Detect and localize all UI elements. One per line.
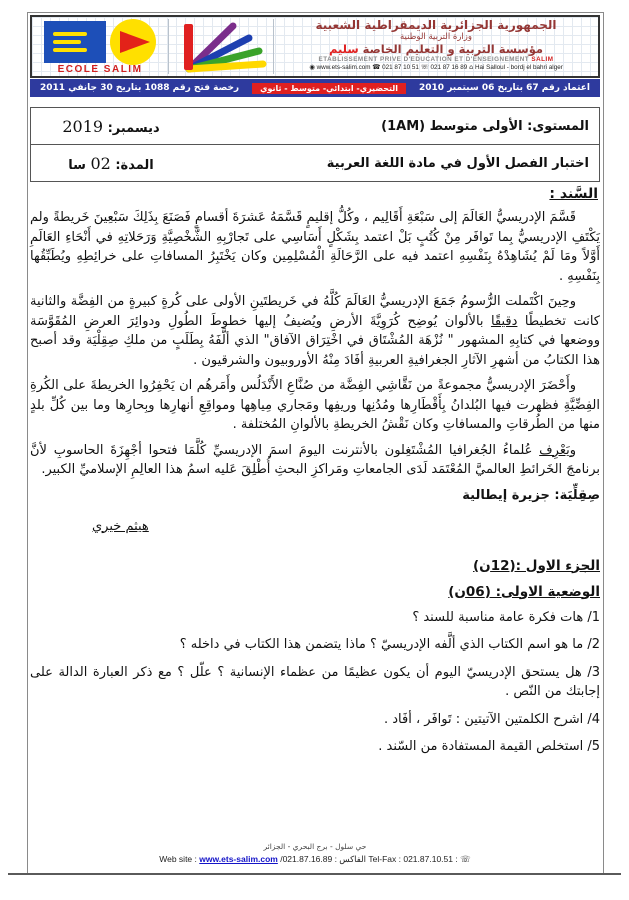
p4-after: عُلماءُ الجُغرافيا المُشْتَغِلون بالأنترنت اليومَ اسمَ الإدريسيِّ كُلَّمَا فتحوا أجْهِزَةَ الحاسوبِ لأنَّ برنامجَ الخَرائطِ العالميَّ المُعْتَمَد لَدَى الجامعاتِ ومَراكزِ البحثِ أُطْلِقَ عَليه اسمُ هذا العالِمِ الإسلاميِّ الكبير.	[30, 442, 600, 477]
logo-bar-icon	[53, 40, 81, 44]
accreditation-banner	[30, 79, 600, 97]
vocabulary-footnote: صِقِلِّيَة: جزيرة إيطالية	[462, 487, 600, 503]
pencils-graphic	[169, 17, 273, 76]
school-logo	[32, 17, 168, 76]
footer-address: حي سلول - برج البحري - الجزائر	[263, 842, 367, 851]
accreditation-right: اعتماد رقم 67 بتاريخ 06 سبتمبر 2010	[419, 83, 590, 93]
author-name	[30, 519, 600, 534]
support-paragraph-4	[30, 441, 600, 480]
ministry-line: وزارة التربية الوطنية	[399, 31, 473, 42]
header-address: Hai Salloul - bordj el bahri alger	[474, 64, 563, 72]
exam-title-cell: اختبار الفصل الأول في مادة اللغة العربية	[326, 155, 589, 171]
footer-fax-text: /021.87.16.89 : الفاكس	[280, 854, 367, 864]
author-name-text: هيثم خيري	[92, 518, 149, 534]
support-paragraph-3: وأَحْضَرَ الإدريسيُّ مجموعةً من نَقَّاشِي الفِضَّة من صُنَّاعِ الأَنْدَلُس وأَمَرهُم ان يَحْفِرُوا الخريطةَ على الكُرةِ الفِضِّيَّةِ فظهرت فيها البُلدانُ بِأَقْطَارِها ومُدُنِها وريفِها ومَجاري مِياهِها ومواقِعِ أنهارِها وبِحارِها وما بين كُلِّ بلدٍ منها من الطُرقاتِ والمسافاتِ وكان نَقْشُ الخريطةِ بالألوانِ المُختلفة .	[30, 378, 600, 432]
header-website: www.ets-salim.com	[316, 64, 371, 72]
question-1: 1/ هات فكرة عامة مناسبة للسند ؟	[412, 609, 600, 625]
support-text-heading: السَّند :	[549, 186, 598, 202]
accreditation-left: رخصة فتح رقم 1088 بتاريخ 30 جانفي 2011	[40, 83, 240, 93]
part-one-heading: الجزء الاول :(12ن)	[473, 557, 600, 574]
date-cell	[31, 117, 191, 136]
school-header	[30, 15, 600, 78]
footer-telfax-text: Tel-Fax : 021.87.10.51 :	[368, 854, 458, 864]
header-fax: 021 87 16 89	[430, 64, 468, 72]
question-5: 5/ استخلص القيمة المستفادة من السّند .	[378, 739, 600, 754]
situation-one-heading: الوضعية الاولى: (06ن)	[448, 583, 600, 600]
school-name-fr-red: SALIM	[531, 55, 554, 63]
page-bottom-rule	[8, 873, 621, 875]
web-icon: ◉	[309, 63, 315, 72]
header-text-block	[274, 17, 598, 76]
page-footer	[30, 842, 600, 865]
phone-icon: ☎	[372, 63, 381, 72]
republic-line: الجمهورية الجزائرية الديمقراطية الشعبية	[315, 18, 557, 32]
table-row	[31, 108, 599, 144]
p2-underlined-word: دقيقًا	[490, 313, 518, 329]
duration-unit: سا	[68, 157, 86, 173]
question-3: 3/ هل يستحق الإدريسيّ اليوم أن يكون عظيمًا من عظماء الإنسانية ؟ علّل ؟ مع ذكر العبارة الدالة على إجابتك من النّص .	[30, 664, 600, 699]
table-row	[31, 144, 599, 181]
school-name-fr: ETABLISSEMENT PRIVE D'EDUCATION ET D'ENSEIGNEMENT	[318, 55, 530, 63]
exam-body	[30, 186, 600, 765]
question-2: 2/ ما هو اسم الكتاب الذي ألَّفه الإدريسيّ ؟ ماذا يتضمن هذا الكتاب في داخله ؟	[179, 637, 600, 652]
header-phone: 021 87 10 51	[382, 64, 419, 72]
date-label: ديسمبر:	[107, 120, 160, 136]
p2-before: وحِينَ اكْتَملت الرُّسومُ جَمَعَ الإدريسيُّ العَالَمَ كُلَّهُ في خَريطتَينِ الأولى على كُرةٍ كبيرةٍ من الفِضَّة والثانية كانت تخطيطًا	[30, 294, 600, 329]
duration-label: المدة:	[115, 157, 154, 173]
p4-underlined-word: ويَعْرِف	[539, 442, 576, 458]
school-name-ar: مؤسسة التربية و التعليم الخاصة	[362, 41, 544, 56]
pencils-icon	[169, 17, 273, 76]
support-paragraph-1: قَسَّمَ الإدريسيُّ العَالَمَ إلى سَبْعَةِ أَقَالِيم ، وكُلُّ إقليمٍ قَسَّمَهُ عَشرَةَ أقسامٍ فَصَنَعَ بِذَلِكَ سَبْعِينَ خَريطةً ولم يَكْتَفِ الإدريسيُّ بِما تَوافَر مِنْ كُتُبٍ بَلْ اعتمد بِشَكْلٍ أَسَاسِي على تَجارْبِهِ الشَّخْصِيَّةِ وَرَحَلاتِهِ في أَنْحَاءِ العَالَمِ أَوَّلاً ومَا لَمْ يُشَاهِدْهُ بِنَفْسِهِ اعتمد فيه على الرَّحَالَةِ الْمُسْلِمِين وكان يَخْتَبِرُ المسافاتِ على خرائِطِهِ ويُطَبِّقُها بِنَفْسِهِ .	[30, 210, 600, 284]
logo-blue-square	[44, 21, 106, 63]
school-name-line	[274, 43, 598, 56]
logo-pennant-icon	[120, 31, 150, 53]
support-paragraph-2	[30, 292, 600, 370]
contact-line	[274, 64, 598, 71]
logo-bar-icon	[53, 48, 87, 52]
footer-contact-line	[30, 854, 600, 865]
levels-badge: التحضيري- ابتدائي- متوسط - ثانوي	[252, 83, 406, 94]
fax-icon: ☏	[420, 63, 429, 72]
logo-bar-icon	[53, 32, 87, 36]
school-name-french	[274, 56, 598, 63]
duration-cell	[31, 154, 191, 173]
school-logo-text: ECOLE SALIM	[57, 64, 143, 75]
level-cell: المستوى: الأولى متوسط (1AM)	[381, 118, 589, 134]
exam-info-table	[30, 107, 600, 182]
home-icon: ⌂	[469, 63, 474, 72]
school-name-red: سليم	[328, 41, 359, 56]
school-logo-mark	[44, 21, 156, 63]
footer-website-link[interactable]: www.ets-salim.com	[199, 854, 278, 864]
date-value: 2019	[62, 116, 104, 136]
phone-icon: ☏	[460, 854, 471, 864]
logo-sun-icon	[110, 19, 156, 65]
duration-value: 02	[90, 153, 111, 173]
p2-after: بالألوان يُوضِح كُرَوِيَّةَ الأرضِ ويُضيفُ إليها خطوطَ الطُولِ ودوائِرَ العرضِ المُقَوَّسَة ووضعها في كتابِهِ المشهور " نُزْهَة المُشْتَاق في اخْتِرَاق الآفاق" الذي ألَّفَهُ بِطَلَبٍ من ملكِ صِقِلْيَة وقد أصبح هذا الكتابُ من أشهرِ الآثارِ الجغرافيةِ العربيةِ أفَادَ مِنْهُ الأوروبيون والشرقيون .	[30, 313, 600, 368]
question-4: 4/ اشرح الكلمتين الآتيتين : تَوافَر ، أفَاد .	[383, 711, 600, 727]
footer-web-label: Web site :	[159, 854, 197, 864]
